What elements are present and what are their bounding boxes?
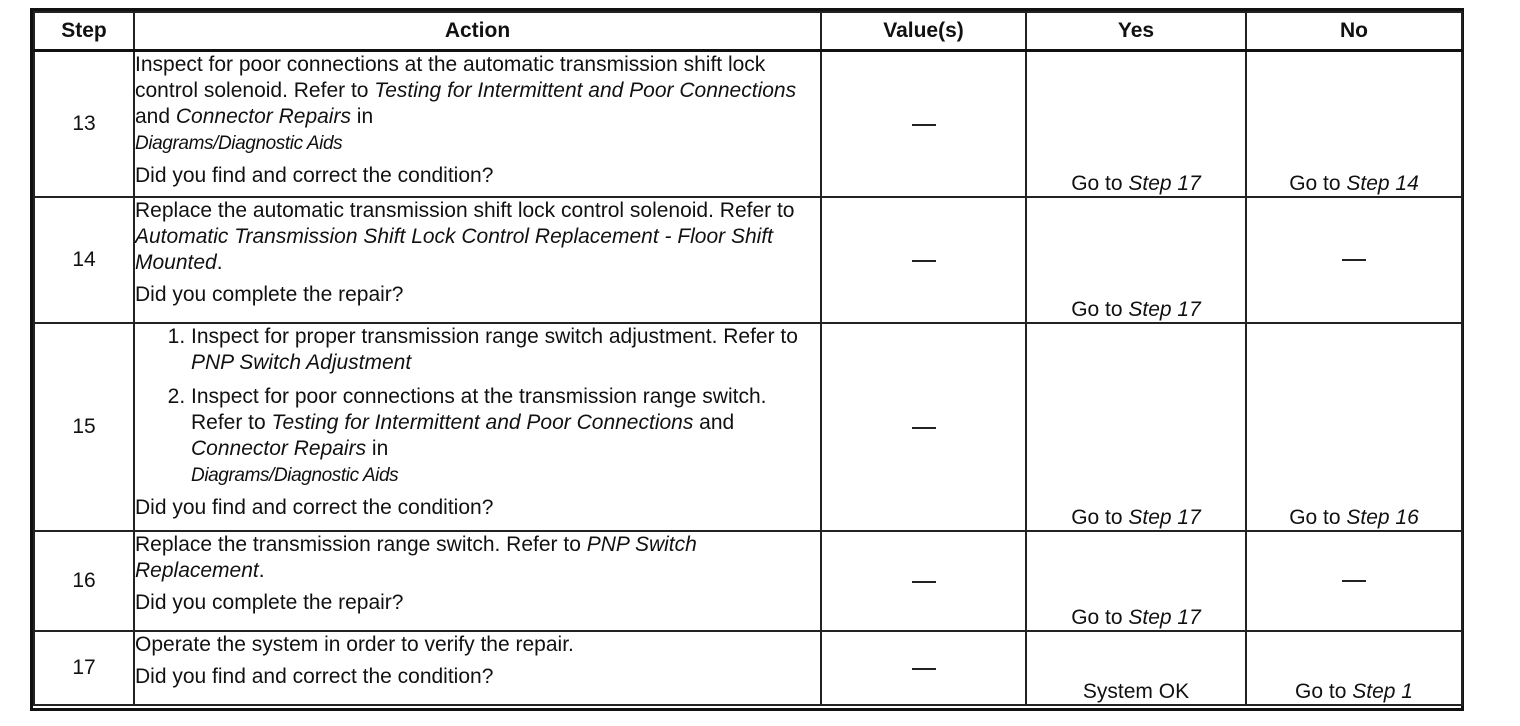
dash-mark — [912, 260, 936, 262]
yes-cell: Go to Step 17 — [1026, 197, 1246, 323]
procedure-reference: Testing for Intermittent and Poor Connections — [374, 78, 797, 102]
action-text: Inspect for poor connections at the automatic transmission shift lock control solenoid. Refer to Testing for Intermittent and Poor Connections and Connector Repairs in Diagrams/Diagnostic Aids — [135, 52, 797, 154]
action-cell — [134, 323, 821, 531]
value-cell — [821, 50, 1026, 197]
step-number: 14 — [34, 197, 134, 323]
question-text: Did you complete the repair? — [135, 283, 404, 306]
question-text: Did you find and correct the condition? — [135, 496, 494, 519]
table-row — [34, 323, 1462, 531]
action-text: Replace the transmission range switch. Refer to PNP Switch Replacement. — [135, 533, 697, 582]
procedure-reference: Automatic Transmission Shift Lock Control Replacement - Floor Shift Mounted — [135, 225, 774, 274]
action-cell — [134, 631, 821, 705]
procedure-reference: Connector Repairs — [175, 104, 351, 128]
step-link: Step 17 — [1128, 298, 1201, 321]
action-text: Operate the system in order to verify the repair. — [135, 633, 574, 656]
value-cell — [821, 631, 1026, 705]
yes-cell: Go to Step 17 — [1026, 50, 1246, 197]
question-text: Did you find and correct the condition? — [135, 163, 494, 187]
action-cell — [134, 531, 821, 631]
action-text: Replace the automatic transmission shift lock control solenoid. Refer to Automatic Transmission Shift Lock Control Replacement - Floor Shift Mounted. — [135, 199, 795, 274]
action-cell — [134, 50, 821, 197]
value-cell — [821, 323, 1026, 531]
table-row — [34, 50, 1462, 197]
no-cell — [1246, 531, 1462, 631]
step-number: 15 — [34, 323, 134, 531]
procedure-reference: Testing for Intermittent and Poor Connections — [271, 411, 694, 434]
numbered-list — [135, 324, 820, 489]
header-row — [34, 12, 1462, 50]
header-step: Step — [34, 12, 134, 50]
yes-cell: Go to Step 17 — [1026, 531, 1246, 631]
diagnostic-table — [33, 11, 1463, 706]
value-cell — [821, 197, 1026, 323]
action-cell — [134, 197, 821, 323]
table-row — [34, 197, 1462, 323]
question-text: Did you find and correct the condition? — [135, 665, 494, 688]
system-ok-text: System OK — [1082, 680, 1190, 703]
procedure-reference: PNP Switch Adjustment — [191, 351, 412, 374]
table-row — [34, 531, 1462, 631]
list-item: 2. Inspect for poor connections at the transmission range switch. Refer to Testing for Intermittent and Poor Connections and Connector Repairs in Diagrams/Diagnostic Aids — [191, 384, 820, 489]
dash-mark — [912, 124, 936, 126]
table-row — [34, 631, 1462, 705]
no-cell: Go to Step 14 — [1246, 50, 1462, 197]
dash-mark — [1342, 580, 1366, 582]
step-number: 16 — [34, 531, 134, 631]
step-number: 17 — [34, 631, 134, 705]
no-cell: Go to Step 16 — [1246, 323, 1462, 531]
header-yes: Yes — [1026, 12, 1246, 50]
no-cell — [1246, 197, 1462, 323]
step-link: Step 1 — [1352, 680, 1413, 703]
yes-cell — [1026, 631, 1246, 705]
step-link: Step 17 — [1128, 172, 1201, 195]
step-link: Step 14 — [1346, 172, 1419, 195]
section-reference: Diagrams/Diagnostic Aids — [135, 132, 343, 154]
value-cell — [821, 531, 1026, 631]
step-link: Step 16 — [1346, 506, 1419, 529]
step-link: Step 17 — [1128, 606, 1201, 629]
dash-mark — [912, 427, 936, 429]
yes-cell: Go to Step 17 — [1026, 323, 1246, 531]
header-no: No — [1246, 12, 1462, 50]
procedure-reference: Connector Repairs — [191, 437, 367, 460]
header-values: Value(s) — [821, 12, 1026, 50]
procedure-reference: PNP Switch Replacement — [135, 533, 697, 582]
step-link: Step 17 — [1128, 506, 1201, 529]
dash-mark — [1342, 259, 1366, 261]
section-reference: Diagrams/Diagnostic Aids — [191, 465, 399, 486]
dash-mark — [912, 668, 936, 670]
no-cell: Go to Step 1 — [1246, 631, 1462, 705]
list-item: 1. Inspect for proper transmission range switch adjustment. Refer to PNP Switch Adjustment — [191, 324, 820, 376]
step-number: 13 — [34, 50, 134, 197]
header-action: Action — [134, 12, 821, 50]
dash-mark — [912, 581, 936, 583]
question-text: Did you complete the repair? — [135, 591, 404, 614]
